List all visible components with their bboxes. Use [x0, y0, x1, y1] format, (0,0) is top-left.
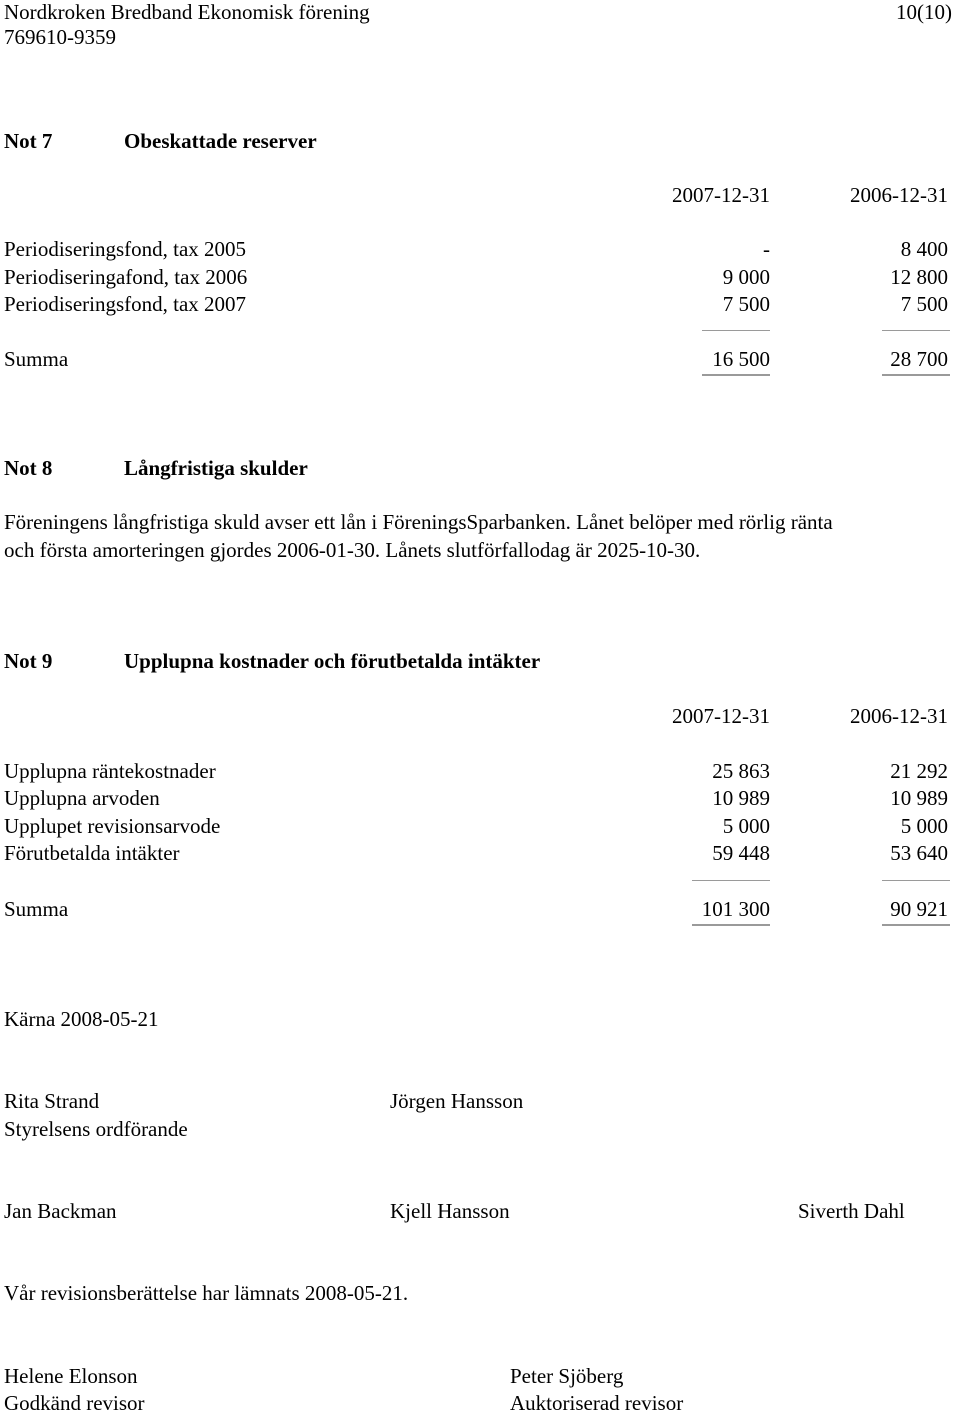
note9-row-v1: 59 448	[712, 841, 770, 865]
note8-title: Långfristiga skulder	[124, 456, 308, 480]
note9-col1-header: 2007-12-31	[672, 704, 770, 728]
note9-row-v2: 10 989	[890, 786, 948, 810]
note7-row-label: Periodiseringsfond, tax 2007	[4, 292, 247, 316]
note9-row-v2: 53 640	[890, 841, 948, 865]
signature-role: Styrelsens ordförande	[4, 1117, 188, 1141]
note9-row-v2: 5 000	[900, 814, 948, 838]
note7-label: Not 7	[4, 129, 53, 153]
note7-title: Obeskattade reserver	[124, 129, 317, 153]
note7-col1-header: 2007-12-31	[672, 183, 770, 207]
note8-text-line1: Föreningens långfristiga skuld avser ett lån i FöreningsSparbanken. Lånet belöper med rörlig ränta	[4, 510, 833, 534]
signature-name: Kjell Hansson	[390, 1199, 510, 1223]
note9-col2-header: 2006-12-31	[850, 704, 948, 728]
note9-title: Upplupna kostnader och förutbetalda intäkter	[124, 649, 541, 673]
auditor-role: Godkänd revisor	[4, 1391, 145, 1415]
note7-subtotal-rule-2	[882, 330, 950, 331]
note9-sum-v1: 101 300	[701, 897, 770, 921]
note7-row-v2: 8 400	[900, 237, 948, 261]
note9-sum-label: Summa	[4, 897, 69, 921]
note7-row-v2: 7 500	[900, 292, 948, 316]
note7-col2-header: 2006-12-31	[850, 183, 948, 207]
note7-total-rule-1	[702, 374, 770, 376]
note7-sum-v2: 28 700	[890, 347, 948, 371]
note8-label: Not 8	[4, 456, 53, 480]
note9-row-label: Upplupet revisionsarvode	[4, 814, 221, 838]
note7-subtotal-rule-1	[702, 330, 770, 331]
note9-subtotal-rule-2	[882, 880, 950, 881]
page-number: 10(10)	[896, 0, 952, 24]
note9-row-v1: 5 000	[722, 814, 770, 838]
note7-row-v1: 7 500	[722, 292, 770, 316]
note7-row-v2: 12 800	[890, 265, 948, 289]
note9-sum-v2: 90 921	[890, 897, 948, 921]
note7-row-label: Periodiseringsfond, tax 2005	[4, 237, 247, 261]
note7-sum-v1: 16 500	[712, 347, 770, 371]
signature-name: Jan Backman	[4, 1199, 117, 1223]
note7-row-v1: -	[763, 237, 770, 261]
org-number: 769610-9359	[4, 25, 116, 49]
note9-row-label: Förutbetalda intäkter	[4, 841, 180, 865]
note7-total-rule-2	[882, 374, 950, 376]
note9-subtotal-rule-1	[692, 880, 770, 881]
note9-row-v1: 25 863	[712, 759, 770, 783]
note9-row-v1: 10 989	[712, 786, 770, 810]
company-name: Nordkroken Bredband Ekonomisk förening	[4, 0, 370, 24]
signature-name: Rita Strand	[4, 1089, 100, 1113]
auditor-role: Auktoriserad revisor	[510, 1391, 684, 1415]
audit-statement: Vår revisionsberättelse har lämnats 2008-05-21.	[4, 1281, 409, 1305]
note9-total-rule-2	[882, 924, 950, 926]
signature-name: Siverth Dahl	[798, 1199, 905, 1223]
note9-row-label: Upplupna arvoden	[4, 786, 160, 810]
note9-row-label: Upplupna räntekostnader	[4, 759, 216, 783]
note9-total-rule-1	[692, 924, 770, 926]
note7-sum-label: Summa	[4, 347, 69, 371]
place-date: Kärna 2008-05-21	[4, 1007, 159, 1031]
note9-row-v2: 21 292	[890, 759, 948, 783]
auditor-name: Helene Elonson	[4, 1364, 138, 1388]
auditor-name: Peter Sjöberg	[510, 1364, 624, 1388]
note7-row-label: Periodiseringafond, tax 2006	[4, 265, 248, 289]
note7-row-v1: 9 000	[722, 265, 770, 289]
note8-text-line2: och första amorteringen gjordes 2006-01-30. Lånets slutförfallodag är 2025-10-30.	[4, 538, 701, 562]
note9-label: Not 9	[4, 649, 53, 673]
signature-name: Jörgen Hansson	[390, 1089, 524, 1113]
